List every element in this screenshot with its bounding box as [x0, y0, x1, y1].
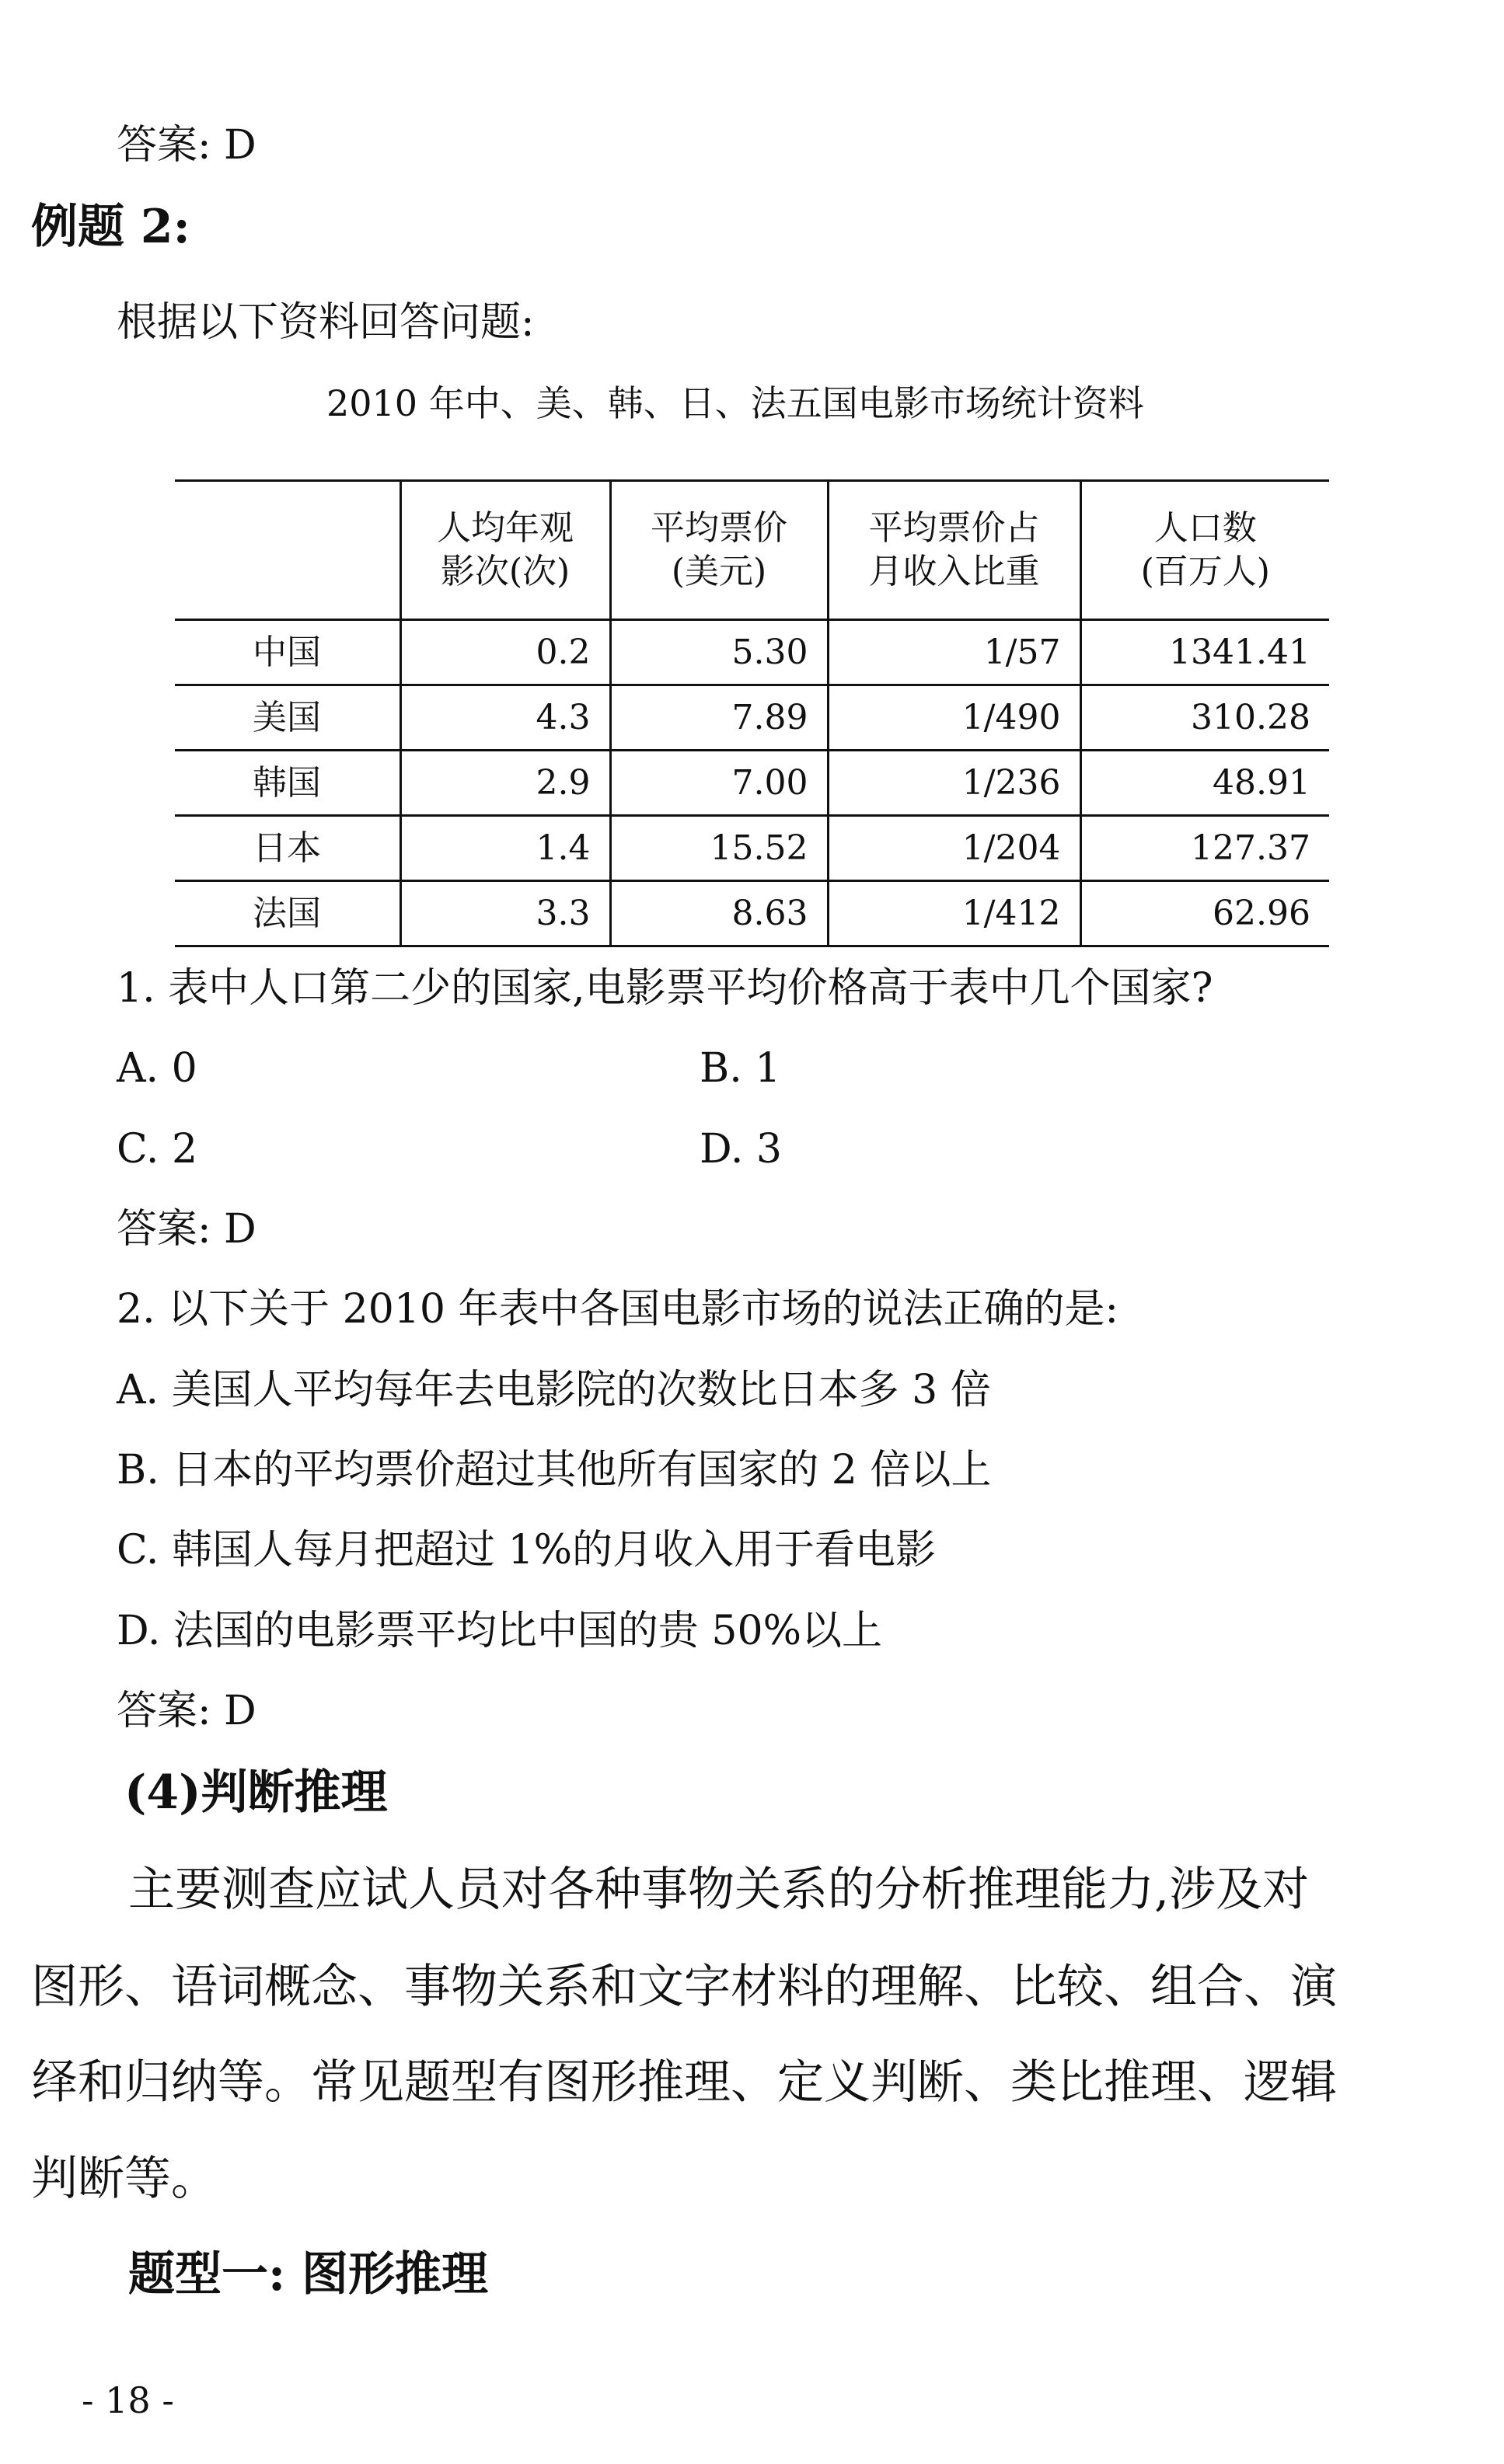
table-cell: 3.3 [400, 881, 610, 946]
table-cell: 62.96 [1080, 881, 1329, 946]
country-cell: 日本 [175, 816, 400, 881]
q1-answer: 答案: D [117, 1206, 256, 1253]
prev-answer: 答案: D [117, 122, 256, 169]
table-cell: 127.37 [1080, 816, 1329, 881]
q2-option-d: D. 法国的电影票平均比中国的贵 50%以上 [117, 1608, 883, 1654]
table-cell: 7.00 [610, 751, 828, 816]
table-cell: 4.3 [400, 685, 610, 751]
table-cell: 7.89 [610, 685, 828, 751]
country-cell: 美国 [175, 685, 400, 751]
paragraph-line-1: 主要测查应试人员对各种事物关系的分析推理能力,涉及对 [128, 1863, 1310, 1917]
statistics-table [175, 479, 1329, 947]
q2-option-a: A. 美国人平均每年去电影院的次数比日本多 3 倍 [117, 1367, 991, 1413]
paragraph-line-4: 判断等。 [31, 2152, 218, 2206]
question-1-text: 1. 表中人口第二少的国家,电影票平均价格高于表中几个国家? [117, 965, 1213, 1012]
table-cell: 1341.41 [1080, 620, 1329, 685]
country-cell: 韩国 [175, 751, 400, 816]
header-cell: 人口数 (百万人) [1080, 481, 1329, 620]
country-cell: 法国 [175, 881, 400, 946]
table-row [175, 751, 1329, 816]
table-cell: 1/412 [828, 881, 1080, 946]
q1-option-a: A. 0 [117, 1045, 197, 1092]
q1-option-c: C. 2 [117, 1126, 198, 1173]
table-title: 2010 年中、美、韩、日、法五国电影市场统计资料 [326, 382, 1144, 424]
table-cell: 310.28 [1080, 685, 1329, 751]
table-cell: 1/490 [828, 685, 1080, 751]
q2-option-c: C. 韩国人每月把超过 1%的月收入用于看电影 [117, 1527, 937, 1574]
q1-option-d: D. 3 [700, 1126, 782, 1173]
q1-option-b: B. 1 [700, 1045, 781, 1092]
table-row [175, 881, 1329, 946]
q2-answer: 答案: D [117, 1688, 256, 1734]
subheading: 题型一: 图形推理 [128, 2247, 489, 2302]
table-cell: 48.91 [1080, 751, 1329, 816]
table-row [175, 685, 1329, 751]
example-heading: 例题 2: [31, 200, 190, 254]
table-row [175, 620, 1329, 685]
table-cell: 0.2 [400, 620, 610, 685]
country-cell: 中国 [175, 620, 400, 685]
header-cell: 平均票价占 月收入比重 [828, 481, 1080, 620]
header-cell: 平均票价 (美元) [610, 481, 828, 620]
table-cell: 1/204 [828, 816, 1080, 881]
table-cell: 1.4 [400, 816, 610, 881]
question-2-text: 2. 以下关于 2010 年表中各国电影市场的说法正确的是: [117, 1286, 1119, 1333]
header-cell: 人均年观 影次(次) [400, 481, 610, 620]
table-cell: 15.52 [610, 816, 828, 881]
page-number: - 18 - [82, 2379, 174, 2421]
table-cell: 8.63 [610, 881, 828, 946]
table-cell: 1/57 [828, 620, 1080, 685]
table-row [175, 816, 1329, 881]
q2-option-b: B. 日本的平均票价超过其他所有国家的 2 倍以上 [117, 1447, 992, 1493]
table-cell: 2.9 [400, 751, 610, 816]
table-cell: 5.30 [610, 620, 828, 685]
paragraph-line-3: 绎和归纳等。常见题型有图形推理、定义判断、类比推理、逻辑 [31, 2055, 1337, 2110]
table-header-row [175, 481, 1329, 620]
section-heading: (4)判断推理 [124, 1765, 388, 1820]
instruction-text: 根据以下资料回答问题: [117, 299, 535, 346]
header-corner [175, 481, 400, 620]
table-cell: 1/236 [828, 751, 1080, 816]
paragraph-line-2: 图形、语词概念、事物关系和文字材料的理解、比较、组合、演 [31, 1960, 1337, 2014]
